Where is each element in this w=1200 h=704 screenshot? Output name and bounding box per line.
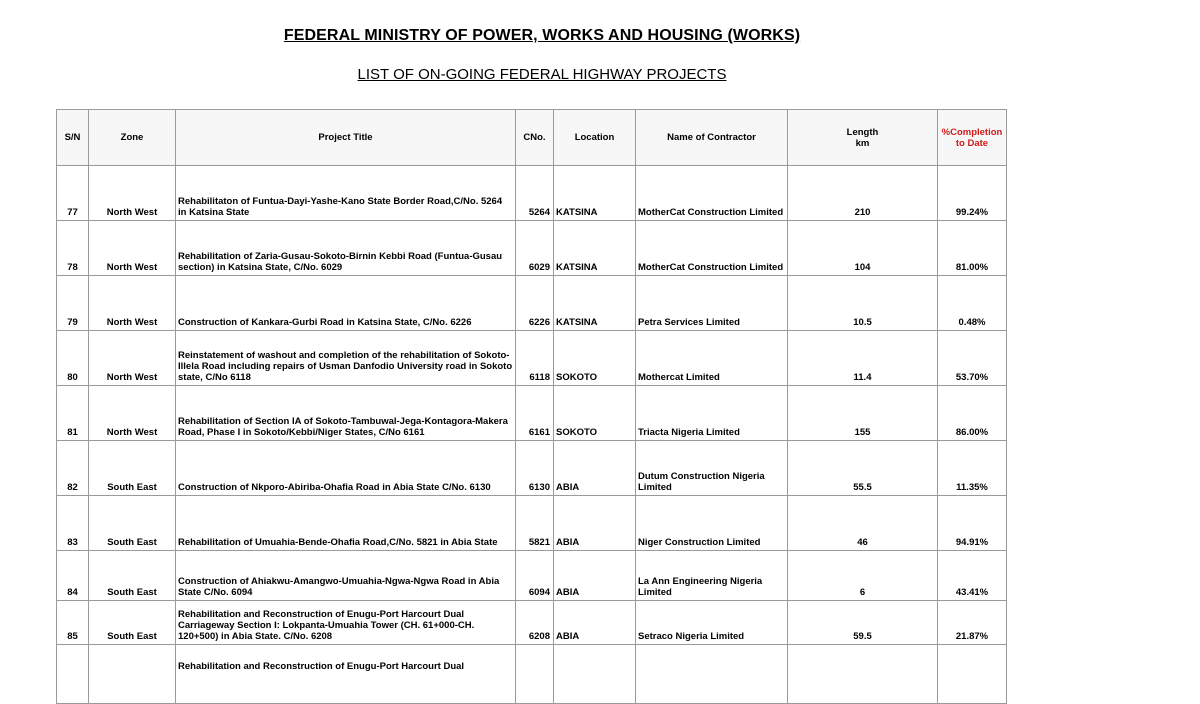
- cell-location: KATSINA: [554, 221, 636, 276]
- cell-sn: 78: [57, 221, 89, 276]
- cell-cno: 6208: [516, 601, 554, 645]
- cell-length: 55.5: [788, 441, 938, 496]
- col-completion-label: %Completion: [941, 126, 1003, 138]
- cell-contractor: Petra Services Limited: [636, 276, 788, 331]
- table-row: [57, 645, 1007, 704]
- cell-title: Rehabilitation of Zaria-Gusau-Sokoto-Birnin Kebbi Road (Funtua-Gusau section) in Katsina State, C/No. 6029: [176, 221, 516, 276]
- list-title: LIST OF ON-GOING FEDERAL HIGHWAY PROJECTS: [357, 66, 727, 83]
- cell-contractor: [636, 645, 788, 704]
- cell-zone: North West: [89, 386, 176, 441]
- col-project-title: Project Title: [176, 110, 516, 166]
- cell-contractor: La Ann Engineering Nigeria Limited: [636, 551, 788, 601]
- cell-completion: 11.35%: [938, 441, 1007, 496]
- cell-cno: 6226: [516, 276, 554, 331]
- cell-zone: [89, 645, 176, 704]
- cell-length: 11.4: [788, 331, 938, 386]
- cell-cno: 6161: [516, 386, 554, 441]
- cell-zone: North West: [89, 221, 176, 276]
- cell-sn: [57, 645, 89, 704]
- cell-sn: 77: [57, 166, 89, 221]
- cell-contractor: Dutum Construction Nigeria Limited: [636, 441, 788, 496]
- cell-contractor: Triacta Nigeria Limited: [636, 386, 788, 441]
- ministry-title: FEDERAL MINISTRY OF POWER, WORKS AND HOUSING (WORKS): [283, 27, 801, 44]
- col-length-unit: km: [855, 137, 870, 149]
- col-contractor: Name of Contractor: [636, 110, 788, 166]
- cell-cno: 6029: [516, 221, 554, 276]
- cell-title: Reinstatement of washout and completion of the rehabilitation of Sokoto-Illela Road including repairs of Usman Danfodio University road in Sokoto state, C/No 6118: [176, 331, 516, 386]
- table-row: [57, 441, 1007, 496]
- table-row: [57, 551, 1007, 601]
- cell-sn: 79: [57, 276, 89, 331]
- table-row: [57, 386, 1007, 441]
- cell-cno: 5821: [516, 496, 554, 551]
- cell-title: Rehabilitation of Umuahia-Bende-Ohafia Road,C/No. 5821 in Abia State: [176, 496, 516, 551]
- cell-sn: 81: [57, 386, 89, 441]
- cell-completion: 53.70%: [938, 331, 1007, 386]
- cell-length: 46: [788, 496, 938, 551]
- cell-contractor: Mothercat Limited: [636, 331, 788, 386]
- cell-location: [554, 645, 636, 704]
- cell-zone: North West: [89, 166, 176, 221]
- cell-length: 104: [788, 221, 938, 276]
- cell-contractor: Niger Construction Limited: [636, 496, 788, 551]
- table-row: [57, 601, 1007, 645]
- cell-length: [788, 645, 938, 704]
- cell-sn: 80: [57, 331, 89, 386]
- cell-location: KATSINA: [554, 166, 636, 221]
- cell-length: 155: [788, 386, 938, 441]
- cell-location: SOKOTO: [554, 331, 636, 386]
- cell-zone: North West: [89, 331, 176, 386]
- cell-title: Construction of Ahiakwu-Amangwo-Umuahia-Ngwa-Ngwa Road in Abia State C/No. 6094: [176, 551, 516, 601]
- cell-completion: 86.00%: [938, 386, 1007, 441]
- cell-title: Rehabilitation of Section IA of Sokoto-Tambuwal-Jega-Kontagora-Makera Road, Phase I in Sokoto/Kebbi/Niger States, C/No 6161: [176, 386, 516, 441]
- cell-title: Construction of Nkporo-Abiriba-Ohafia Road in Abia State C/No. 6130: [176, 441, 516, 496]
- col-zone: Zone: [89, 110, 176, 166]
- cell-length: 10.5: [788, 276, 938, 331]
- cell-location: ABIA: [554, 441, 636, 496]
- cell-location: ABIA: [554, 496, 636, 551]
- cell-zone: South East: [89, 551, 176, 601]
- cell-title: Rehabilitaton of Funtua-Dayi-Yashe-Kano State Border Road,C/No. 5264 in Katsina State: [176, 166, 516, 221]
- cell-contractor: MotherCat Construction Limited: [636, 166, 788, 221]
- col-sn: S/N: [57, 110, 89, 166]
- cell-length: 59.5: [788, 601, 938, 645]
- table-row: [57, 221, 1007, 276]
- cell-sn: 83: [57, 496, 89, 551]
- cell-location: KATSINA: [554, 276, 636, 331]
- cell-cno: [516, 645, 554, 704]
- col-completion: [938, 110, 1007, 166]
- cell-cno: 6118: [516, 331, 554, 386]
- col-completion-sub: to Date: [955, 137, 989, 149]
- table-row: [57, 276, 1007, 331]
- cell-length: 210: [788, 166, 938, 221]
- cell-completion: 94.91%: [938, 496, 1007, 551]
- table-row: [57, 166, 1007, 221]
- cell-completion: 81.00%: [938, 221, 1007, 276]
- cell-contractor: Setraco Nigeria Limited: [636, 601, 788, 645]
- cell-completion: 21.87%: [938, 601, 1007, 645]
- cell-sn: 85: [57, 601, 89, 645]
- cell-sn: 84: [57, 551, 89, 601]
- cell-title: Rehabilitation and Reconstruction of Enugu-Port Harcourt Dual Carriageway Section I: Lokpanta-Umuahia Tower (CH. 61+000-CH. 120+500) in Abia State. C/No. 6208: [176, 601, 516, 645]
- cell-title: Rehabilitation and Reconstruction of Enugu-Port Harcourt Dual: [176, 645, 516, 704]
- cell-cno: 5264: [516, 166, 554, 221]
- table-row: [57, 331, 1007, 386]
- col-length-label: Length: [846, 126, 879, 138]
- cell-location: SOKOTO: [554, 386, 636, 441]
- cell-cno: 6094: [516, 551, 554, 601]
- cell-location: ABIA: [554, 601, 636, 645]
- cell-completion: [938, 645, 1007, 704]
- table-header-row: [57, 110, 1007, 166]
- col-location: Location: [554, 110, 636, 166]
- projects-table: [56, 109, 1007, 704]
- cell-zone: North West: [89, 276, 176, 331]
- cell-completion: 43.41%: [938, 551, 1007, 601]
- cell-zone: South East: [89, 496, 176, 551]
- cell-title: Construction of Kankara-Gurbi Road in Katsina State, C/No. 6226: [176, 276, 516, 331]
- cell-zone: South East: [89, 441, 176, 496]
- table-row: [57, 496, 1007, 551]
- cell-completion: 0.48%: [938, 276, 1007, 331]
- cell-sn: 82: [57, 441, 89, 496]
- col-length: [788, 110, 938, 166]
- cell-contractor: MotherCat Construction Limited: [636, 221, 788, 276]
- cell-completion: 99.24%: [938, 166, 1007, 221]
- cell-zone: South East: [89, 601, 176, 645]
- cell-cno: 6130: [516, 441, 554, 496]
- col-cno: CNo.: [516, 110, 554, 166]
- cell-location: ABIA: [554, 551, 636, 601]
- cell-length: 6: [788, 551, 938, 601]
